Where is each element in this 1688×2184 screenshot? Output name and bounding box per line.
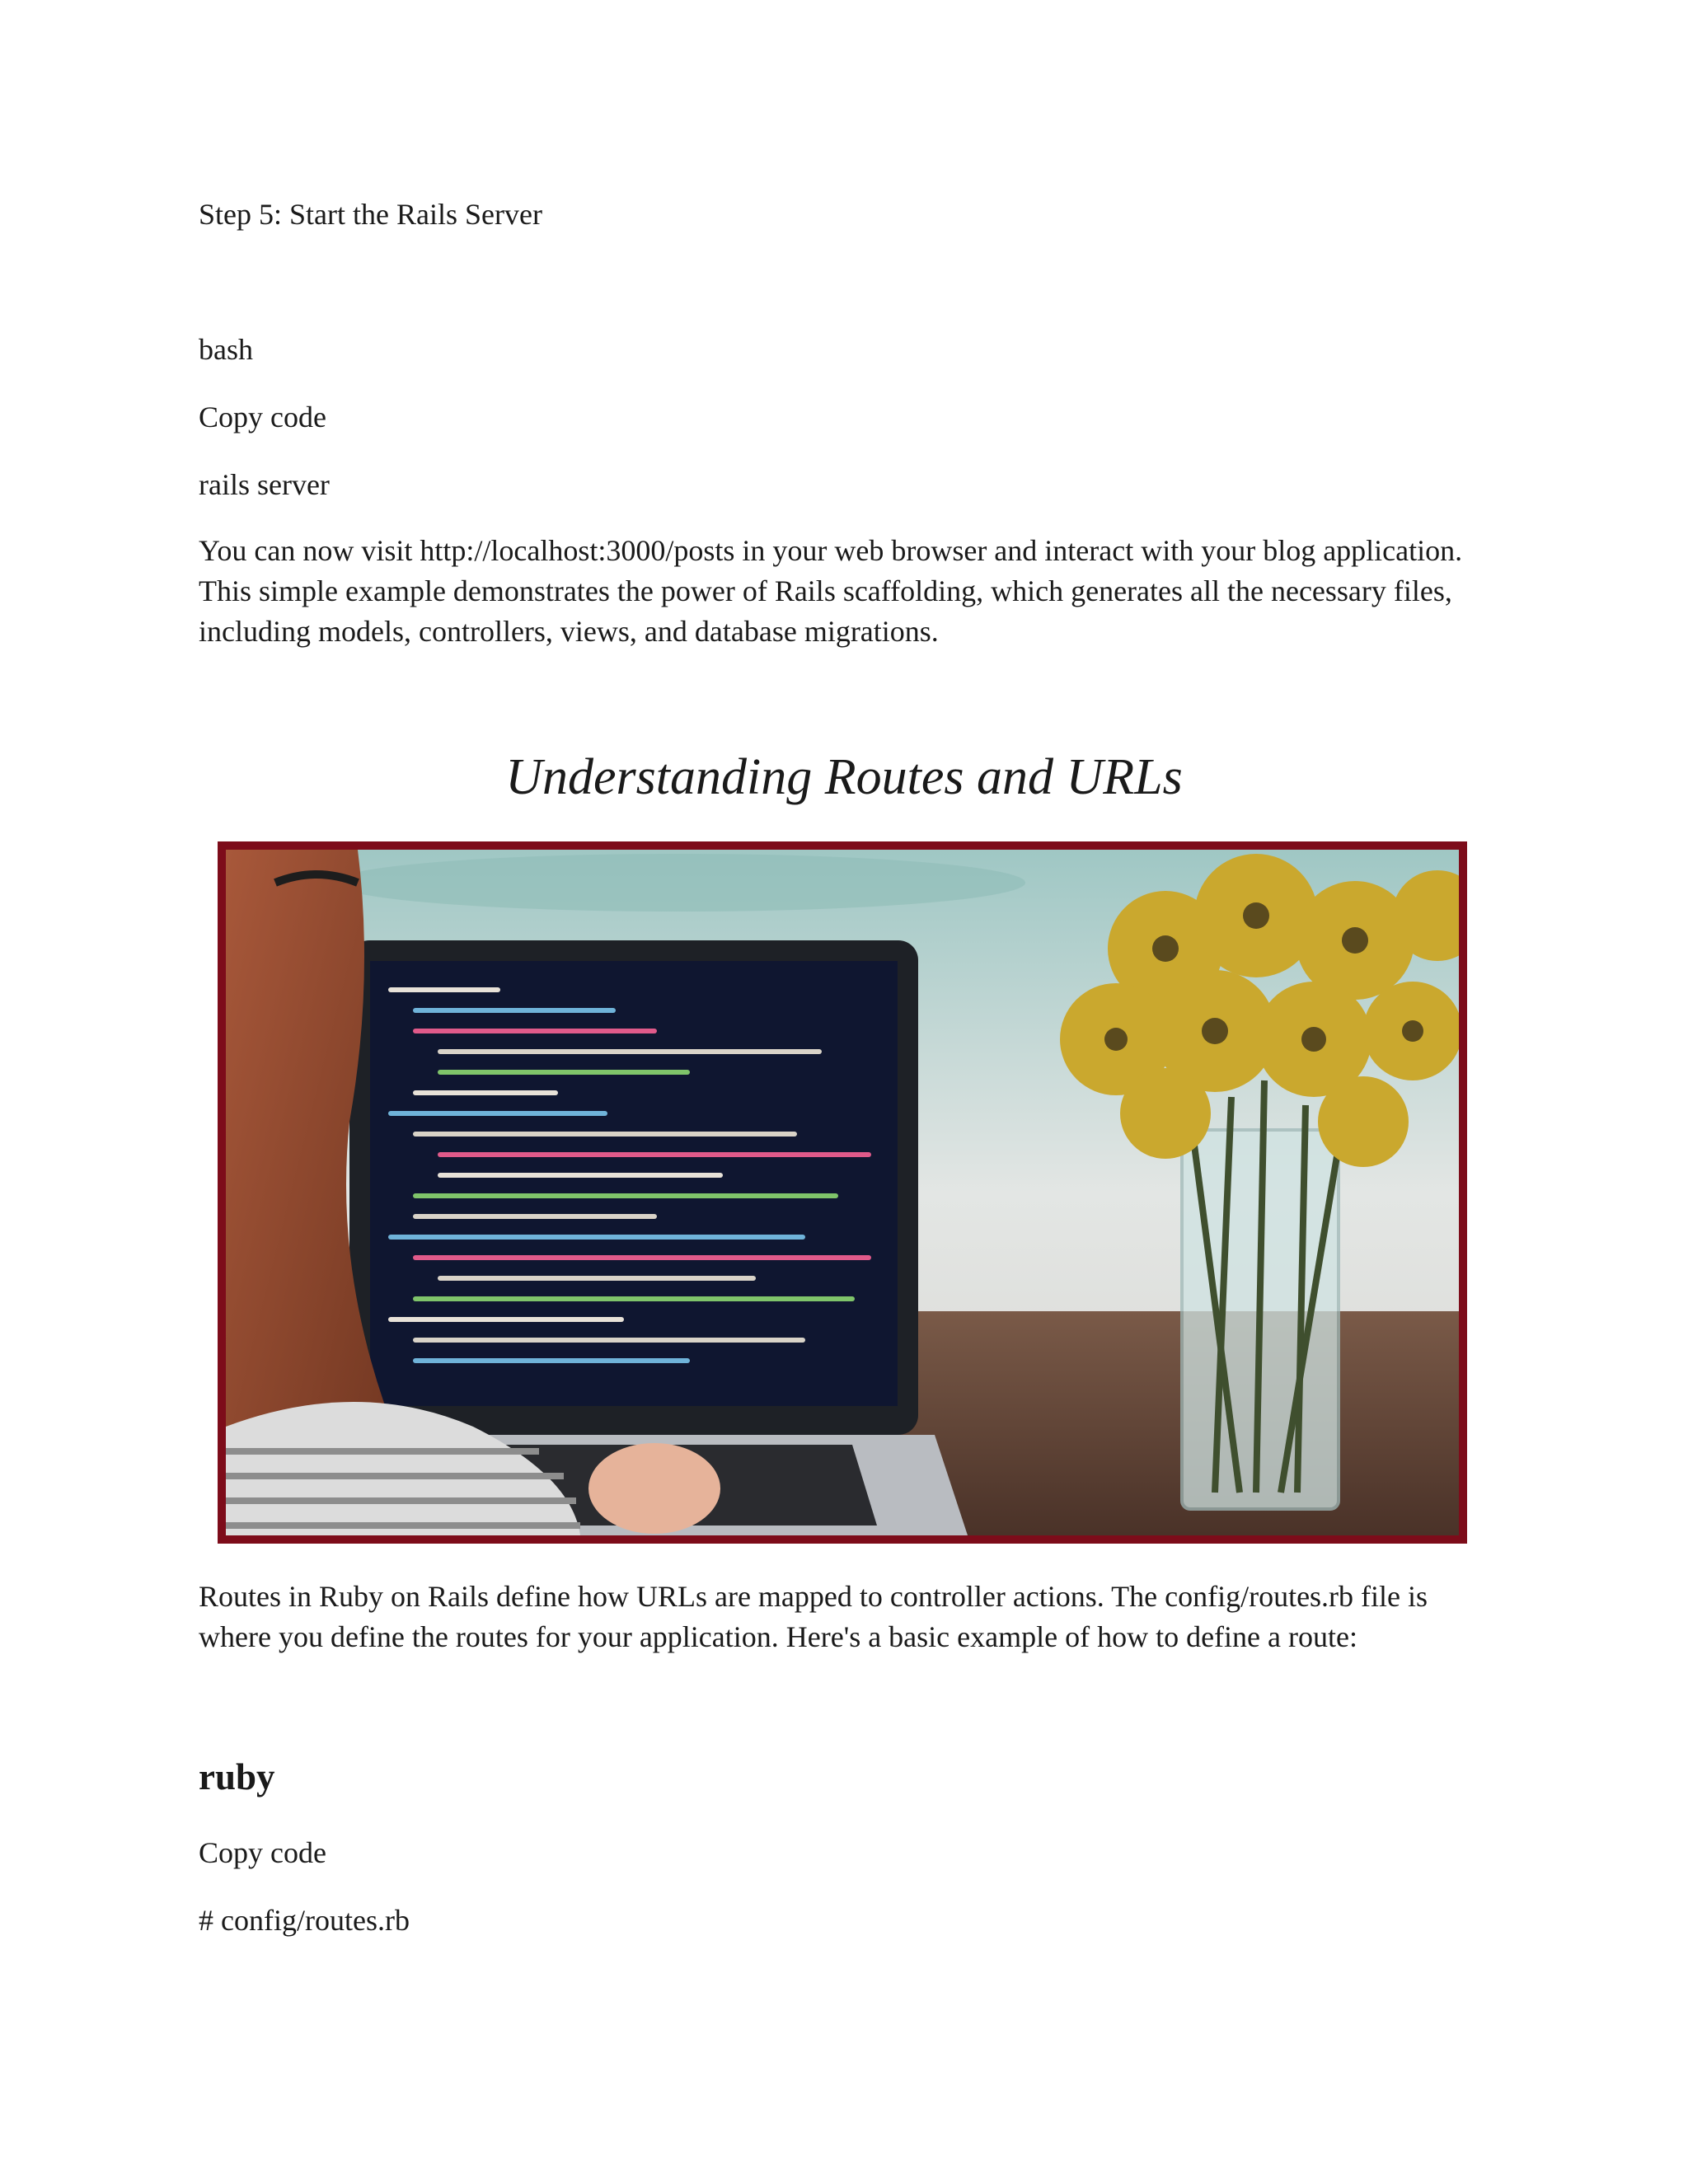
copy-code-label: Copy code bbox=[199, 401, 326, 434]
code-command: rails server bbox=[199, 468, 330, 501]
section-heading: Understanding Routes and URLs bbox=[505, 749, 1183, 805]
code-language-heading: ruby bbox=[199, 1756, 275, 1797]
code-language-label: bash bbox=[199, 333, 253, 366]
body-paragraph: You can now visit http://localhost:3000/posts in your web browser and interact with your blog application. This simple example demonstrates the power of Rails scaffolding, which generates all the necessary files, including models, controllers, views, and database migrations. bbox=[199, 534, 1463, 648]
step-title: Step 5: Start the Rails Server bbox=[199, 198, 542, 231]
copy-code-label: Copy code bbox=[199, 1836, 326, 1869]
laptop-illustration bbox=[226, 850, 1459, 1535]
laptop-coding-image bbox=[218, 841, 1467, 1544]
routes-paragraph: Routes in Ruby on Rails define how URLs are mapped to controller actions. The config/routes.rb file is where you define the routes for your application. Here's a basic example of how to define a route: bbox=[199, 1580, 1428, 1653]
code-comment: # config/routes.rb bbox=[199, 1904, 410, 1937]
